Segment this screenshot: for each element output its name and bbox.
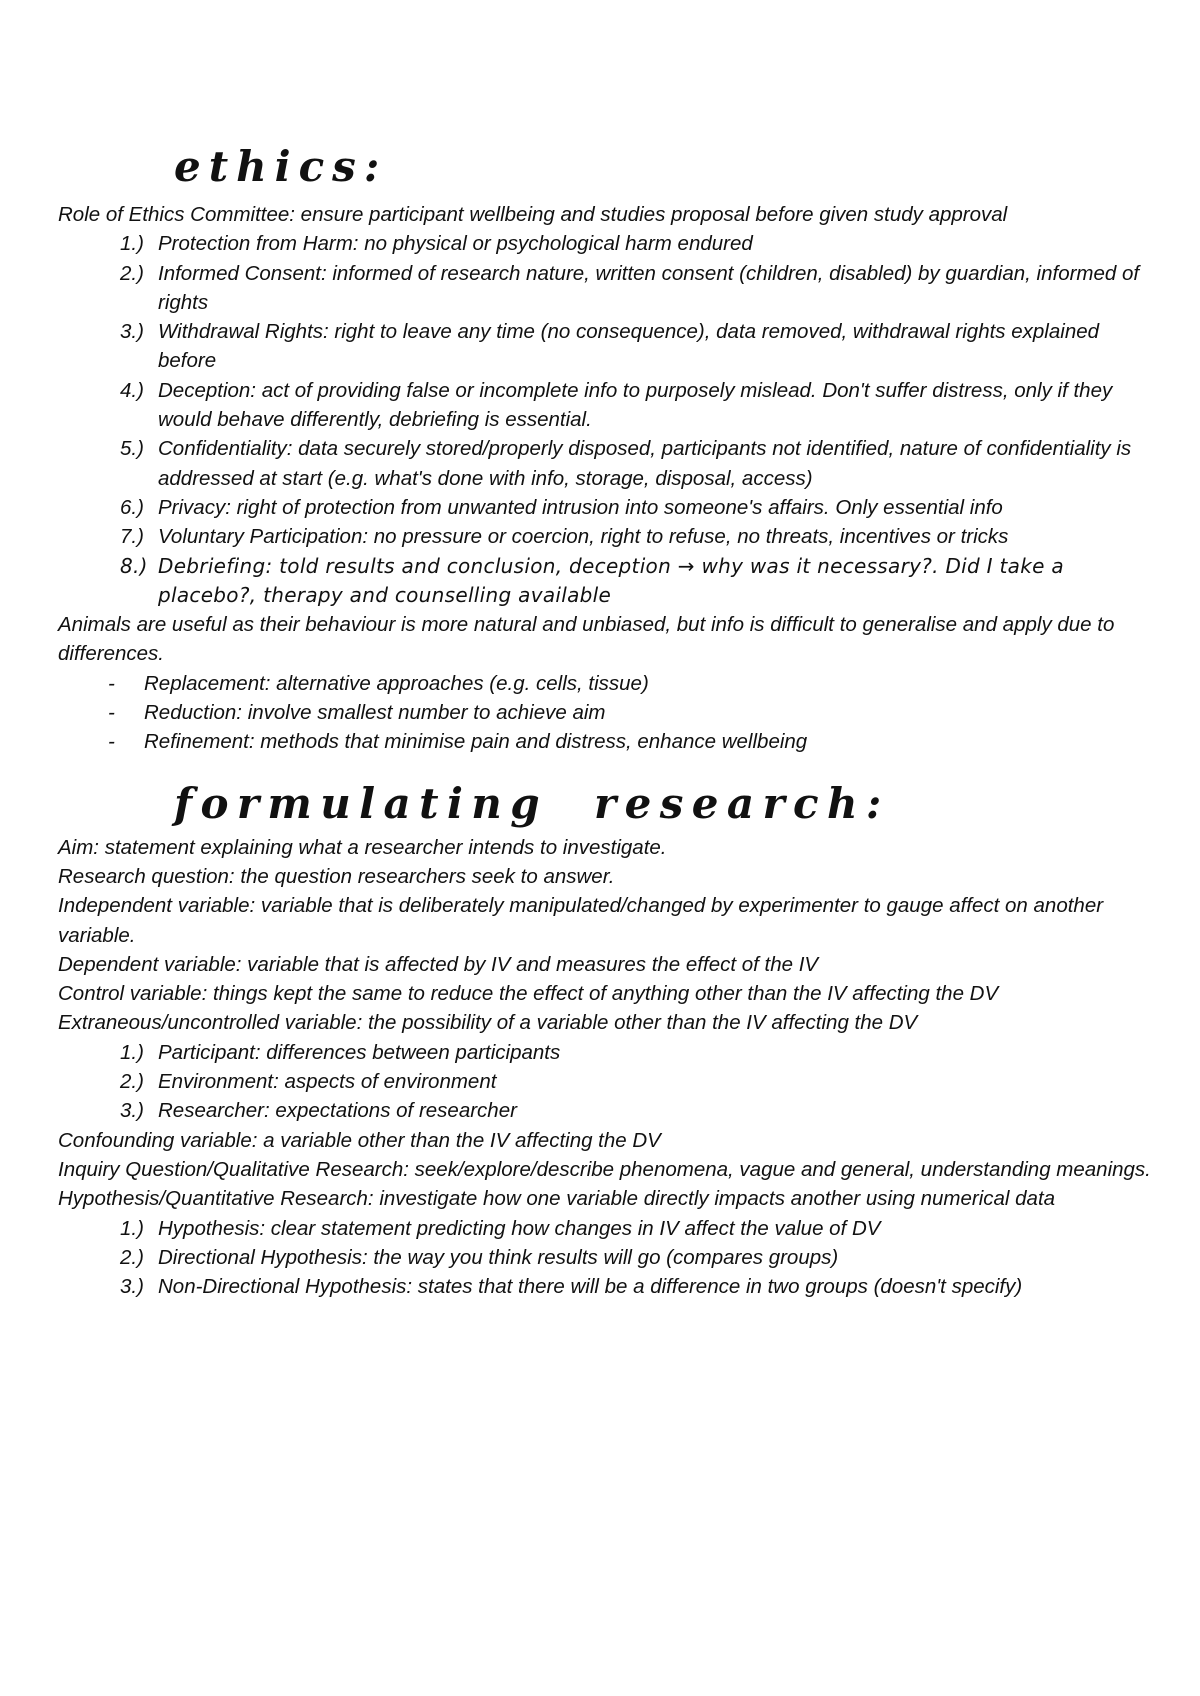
research-question-definition: Research question: the question researchers seek to answer. (58, 864, 615, 888)
list-number: 3.) (120, 1099, 144, 1123)
list-number: 1.) (120, 1040, 144, 1064)
list-item (58, 434, 1158, 493)
list-item (58, 229, 1158, 258)
list-item (58, 1067, 1158, 1096)
list-number: 2.) (120, 1070, 144, 1094)
extraneous-variable-definition: Extraneous/uncontrolled variable: the possibility of a variable other than the IV affecting the DV (58, 1011, 918, 1035)
list-number: 6.) (120, 495, 144, 519)
dash-bullet: - (108, 730, 115, 754)
list-item-text: Participant: differences between participants (158, 1040, 561, 1064)
list-item-text: Voluntary Participation: no pressure or coercion, right to refuse, no threats, incentives or tricks (158, 525, 1009, 549)
list-item (58, 259, 1158, 318)
list-number: 1.) (120, 232, 144, 256)
list-item-text: Privacy: right of protection from unwanted intrusion into someone's affairs. Only essential info (158, 495, 1003, 519)
list-item (58, 698, 1158, 727)
independent-variable-definition: Independent variable: variable that is deliberately manipulated/changed by experimenter to gauge affect on another variable. (58, 894, 1104, 947)
extraneous-types-list (58, 1038, 1158, 1126)
list-number: 8.) (120, 553, 148, 578)
list-item-text: Refinement: methods that minimise pain and distress, enhance wellbeing (144, 730, 808, 754)
list-item-text: Confidentiality: data securely stored/properly disposed, participants not identified, nature of confidentiality is addressed at start (e.g. what's done with info, storage, disposal, access) (158, 437, 1132, 490)
list-item-text: Environment: aspects of environment (158, 1070, 497, 1094)
formulating-research-heading: formulating research: (174, 778, 890, 828)
three-rs-list (58, 669, 1158, 757)
list-item-text: Deception: act of providing false or incomplete info to purposely mislead. Don't suffer distress, only if they would behave differently, debriefing is essential. (158, 378, 1113, 432)
list-item (58, 1038, 1158, 1067)
ethics-principles-list (58, 229, 1158, 610)
list-item-text: Non-Directional Hypothesis: states that there will be a difference in two groups (doesn't specify) (158, 1275, 1023, 1299)
ethics-heading: ethics: (174, 142, 388, 191)
list-item-text: Reduction: involve smallest number to achieve aim (144, 701, 606, 725)
list-number: 7.) (120, 525, 144, 549)
list-item (58, 317, 1158, 376)
list-item (58, 1214, 1158, 1243)
dependent-variable-definition: Dependent variable: variable that is affected by IV and measures the effect of the IV (58, 952, 819, 976)
list-item-text: Directional Hypothesis: the way you think results will go (compares groups) (158, 1245, 839, 1269)
list-item (58, 1272, 1158, 1301)
list-item-text: Hypothesis: clear statement predicting how changes in IV affect the value of DV (158, 1216, 881, 1240)
list-item (58, 376, 1158, 435)
list-item (58, 552, 1158, 611)
animals-paragraph: Animals are useful as their behaviour is more natural and unbiased, but info is difficult to generalise and apply due to differences. (58, 613, 1115, 666)
list-number: 2.) (120, 261, 144, 285)
list-item (58, 1243, 1158, 1272)
hypothesis-definition: Hypothesis/Quantitative Research: investigate how one variable directly impacts another using numerical data (58, 1187, 1056, 1211)
list-number: 2.) (120, 1245, 144, 1269)
list-number: 4.) (120, 378, 144, 402)
list-item-text: Protection from Harm: no physical or psychological harm endured (158, 232, 753, 256)
confounding-variable-definition: Confounding variable: a variable other than the IV affecting the DV (58, 1128, 661, 1152)
list-number: 3.) (120, 320, 144, 344)
list-item-text: Researcher: expectations of researcher (158, 1099, 517, 1123)
document-content (58, 142, 1158, 1301)
inquiry-question-definition: Inquiry Question/Qualitative Research: seek/explore/describe phenomena, vague and general, understanding meanings. (58, 1157, 1151, 1181)
dash-bullet: - (108, 701, 115, 725)
aim-definition: Aim: statement explaining what a researcher intends to investigate. (58, 835, 667, 859)
list-item-text: Replacement: alternative approaches (e.g. cells, tissue) (144, 671, 649, 695)
list-item (58, 493, 1158, 522)
hypothesis-types-list (58, 1214, 1158, 1302)
list-item (58, 1096, 1158, 1125)
list-number: 3.) (120, 1275, 144, 1299)
dash-bullet: - (108, 671, 115, 695)
list-item (58, 727, 1158, 756)
list-number: 5.) (120, 437, 144, 461)
control-variable-definition: Control variable: things kept the same to reduce the effect of anything other than the IV affecting the DV (58, 982, 999, 1006)
list-item (58, 522, 1158, 551)
list-item (58, 669, 1158, 698)
list-number: 1.) (120, 1216, 144, 1240)
list-item-text: Informed Consent: informed of research nature, written consent (children, disabled) by guardian, informed of rights (158, 261, 1140, 314)
ethics-committee-role: Role of Ethics Committee: ensure participant wellbeing and studies proposal before given study approval (58, 203, 1008, 226)
list-item-text: Withdrawal Rights: right to leave any time (no consequence), data removed, withdrawal rights explained before (158, 320, 1100, 373)
list-item-text: Debriefing: told results and conclusion, deception → why was it necessary?. Did I take a placebo?, therapy and counselling available (158, 553, 1064, 607)
